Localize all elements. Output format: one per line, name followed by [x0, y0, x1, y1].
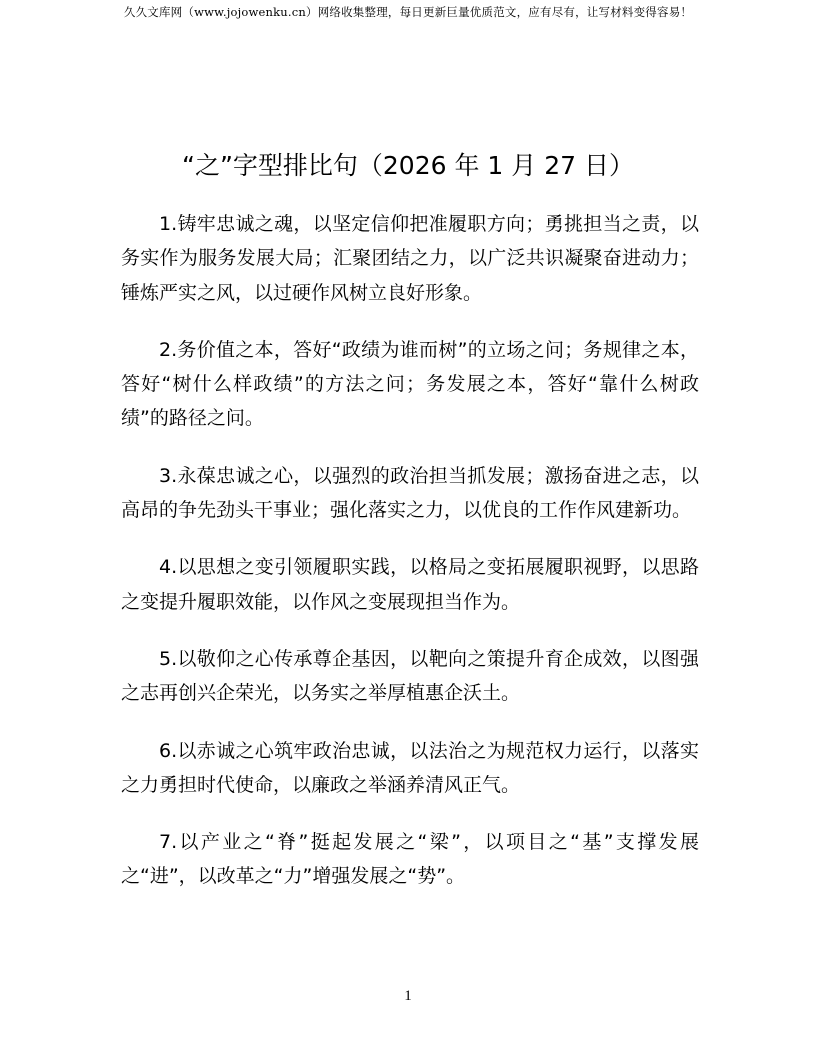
page-number: 1 [404, 988, 412, 1004]
paragraph-7: 7.以产业之“脊”挺起发展之“梁”，以项目之“基”支撑发展之“进”，以改革之“力”增强发展之“势”。 [121, 831, 699, 888]
paragraph-1: 1.铸牢忠诚之魂，以坚定信仰把准履职方向；勇挑担当之责，以务实作为服务发展大局；汇聚团结之力，以广泛共识凝聚奋进动力；锤炼严实之风，以过硬作风树立良好形象。 [121, 213, 699, 304]
document-title: “之”字型排比句（2026 年 1 月 27 日） [182, 151, 634, 180]
paragraph-3: 3.永葆忠诚之心，以强烈的政治担当抓发展；激扬奋进之志，以高昂的争先劲头干事业；强化落实之力，以优良的工作作风建新功。 [121, 464, 699, 522]
paragraph-6: 6.以赤诚之心筑牢政治忠诚，以法治之为规范权力运行，以落实之力勇担时代使命，以廉政之举涵养清风正气。 [121, 739, 699, 796]
page-header-banner: 久久文库网（www.jojowenku.cn）网络收集整理，每日更新巨量优质范文，应有尽有，让写材料变得容易！ [123, 5, 693, 19]
paragraph-4: 4.以思想之变引领履职实践，以格局之变拓展履职视野，以思路之变提升履职效能，以作风之变展现担当作为。 [121, 556, 699, 613]
paragraph-2: 2.务价值之本，答好“政绩为谁而树”的立场之问；务规律之本，答好“树什么样政绩”的方法之问；务发展之本，答好“靠什么树政绩”的路径之问。 [121, 338, 699, 430]
paragraph-5: 5.以敬仰之心传承尊企基因，以靶向之策提升育企成效，以图强之志再创兴企荣光，以务实之举厚植惠企沃土。 [121, 647, 699, 705]
document-body [121, 207, 699, 917]
